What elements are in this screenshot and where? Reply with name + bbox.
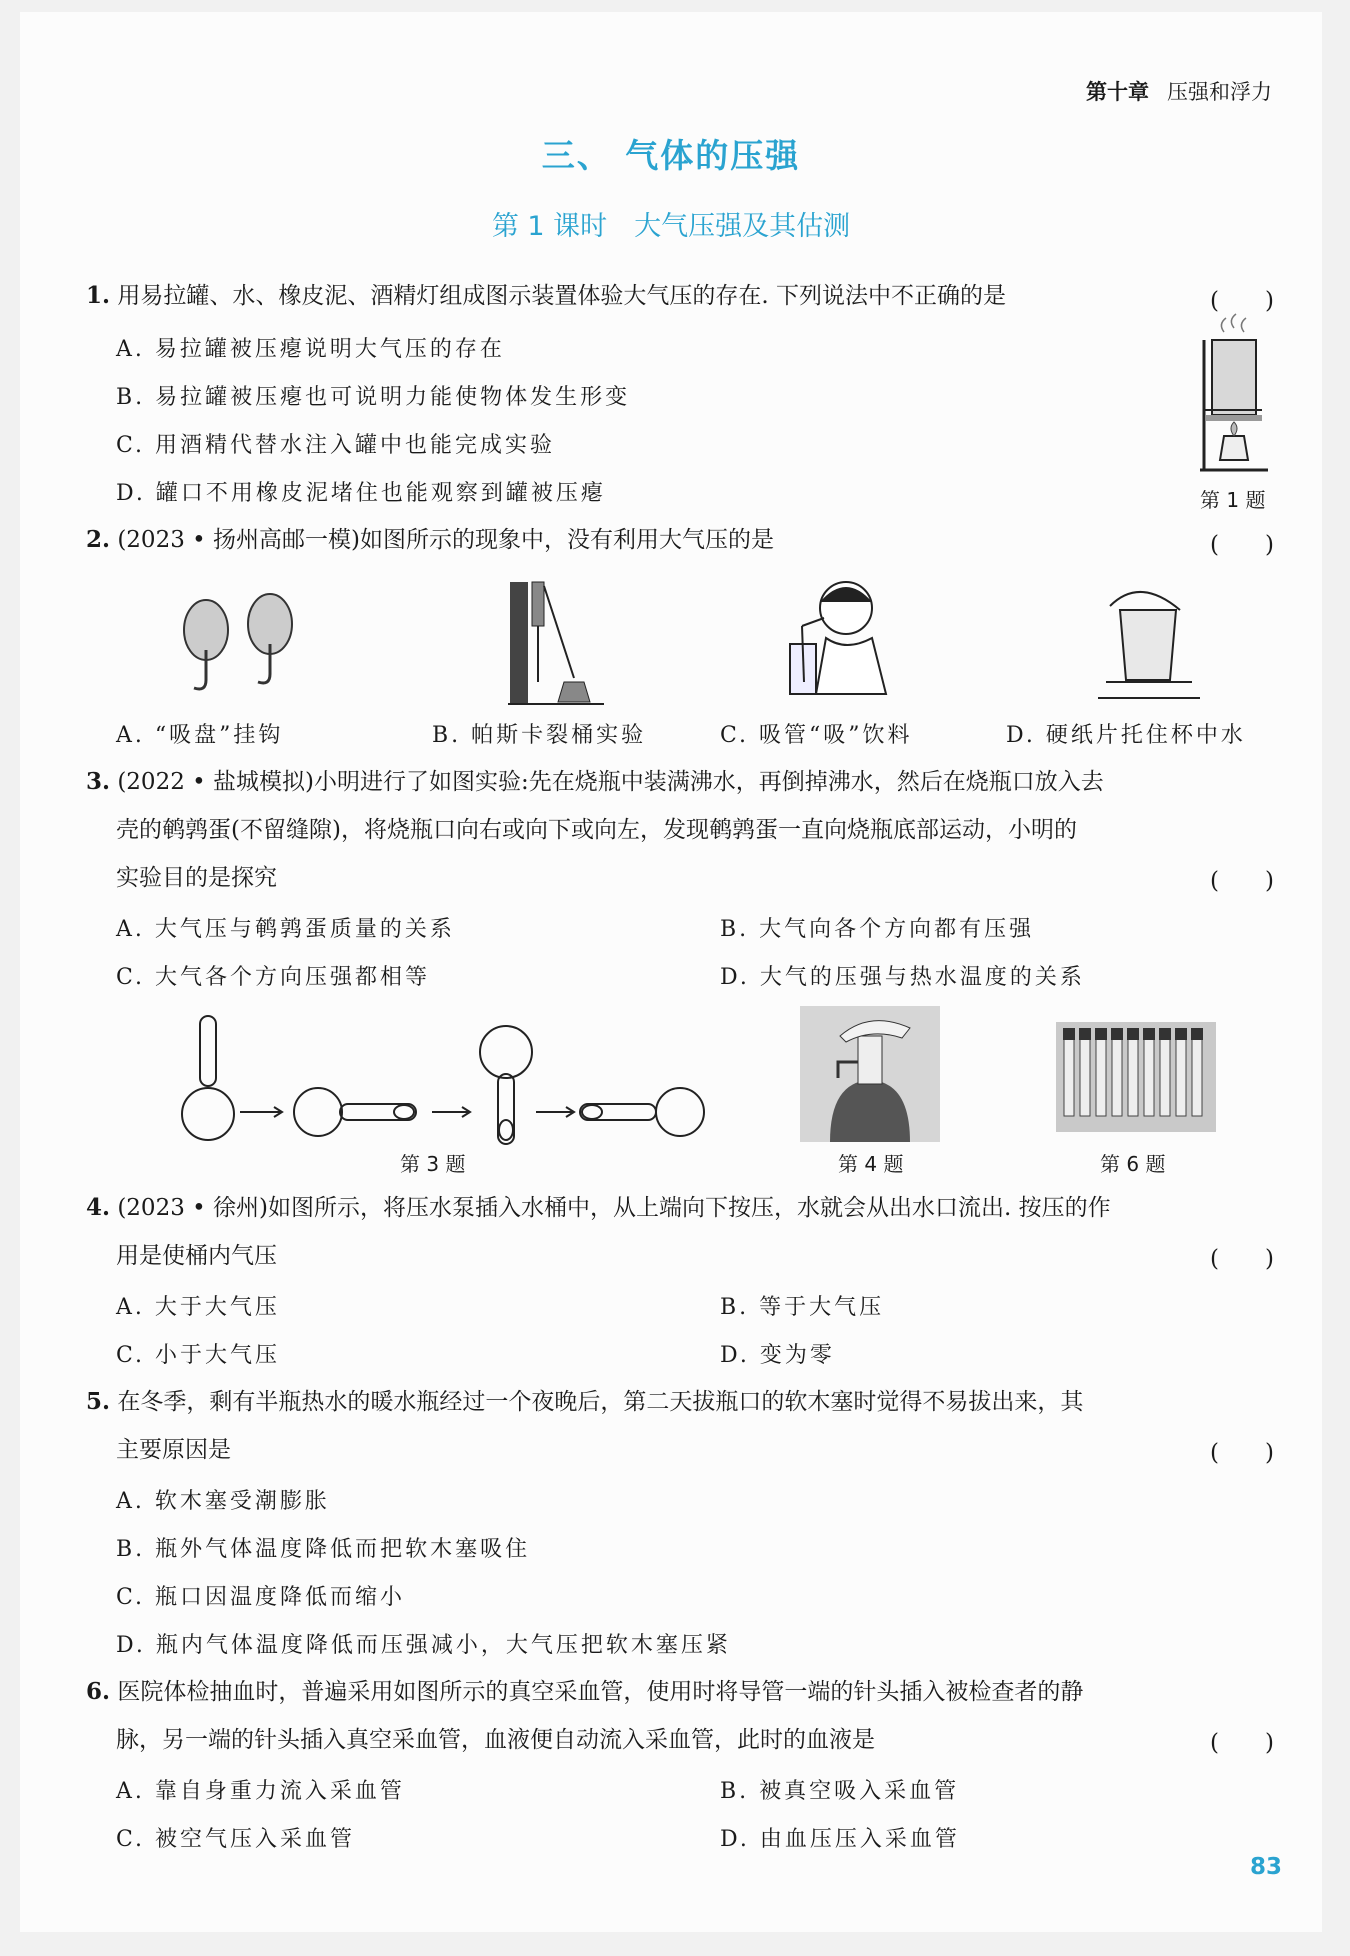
option-c: C. 大气各个方向压强都相等 xyxy=(116,965,431,990)
suction-hook-icon xyxy=(170,590,310,700)
question-text-line-2: 脉，另一端的针头插入真空采血管，血液便自动流入采血管，此时的血液是 xyxy=(116,1727,875,1753)
textbook-page xyxy=(20,12,1322,1932)
question-number: 1. xyxy=(86,282,111,309)
option-b: B. 帕斯卡裂桶实验 xyxy=(432,723,647,748)
option-d: D. 瓶内气体温度降低而压强减小，大气压把软木塞压紧 xyxy=(116,1633,731,1658)
question-text-line-1: (2023 • 徐州)如图所示，将压水泵插入水桶中，从上端向下按压，水就会从出水口流出. 按压的作 xyxy=(117,1195,1111,1221)
paper-holding-water-icon xyxy=(1096,586,1206,702)
question-text-line-1: 在冬季，剩有半瓶热水的暖水瓶经过一个夜晚后，第二天拔瓶口的软木塞时觉得不易拔出来，其 xyxy=(117,1389,1084,1415)
answer-bracket: ( ) xyxy=(1210,1246,1274,1272)
option-a: A. 易拉罐被压瘪说明大气压的存在 xyxy=(116,337,505,362)
figure-1-caption: 第 1 题 xyxy=(1200,488,1266,512)
pascal-barrel-icon xyxy=(508,578,618,708)
question-number: 2. xyxy=(86,526,111,553)
question-5 xyxy=(86,1386,1083,1418)
question-2 xyxy=(86,524,774,556)
answer-bracket: ( ) xyxy=(1210,1730,1274,1756)
question-text-line-2: 用是使桶内气压 xyxy=(116,1243,277,1269)
question-number: 5. xyxy=(86,1388,111,1415)
question-1 xyxy=(86,280,1006,312)
answer-bracket: ( ) xyxy=(1210,532,1274,558)
vacuum-blood-tubes-figure xyxy=(1056,1022,1216,1132)
water-pump-figure xyxy=(800,1006,940,1142)
answer-bracket: ( ) xyxy=(1210,868,1274,894)
question-text-line-3: 实验目的是探究 xyxy=(116,865,277,891)
question-text-line-2: 主要原因是 xyxy=(116,1437,231,1463)
option-a: A. 大气压与鹌鹑蛋质量的关系 xyxy=(116,917,455,942)
question-number: 6. xyxy=(86,1678,111,1705)
question-text: 用易拉罐、水、橡皮泥、酒精灯组成图示装置体验大气压的存在. 下列说法中不正确的是 xyxy=(117,283,1006,309)
option-d: D. 大气的压强与热水温度的关系 xyxy=(720,965,1085,990)
answer-bracket: ( ) xyxy=(1210,1440,1274,1466)
option-d: D. 硬纸片托住杯中水 xyxy=(1006,723,1246,748)
option-d: D. 由血压压入采血管 xyxy=(720,1827,960,1852)
option-c: C. 用酒精代替水注入罐中也能完成实验 xyxy=(116,433,556,458)
option-b: B. 等于大气压 xyxy=(720,1295,885,1320)
option-a: A. “吸盘”挂钩 xyxy=(116,723,284,748)
flask-egg-sequence-figure xyxy=(180,1012,720,1144)
section-title: 三、 气体的压强 xyxy=(541,136,801,175)
option-a: A. 大于大气压 xyxy=(116,1295,280,1320)
option-c: C. 吸管“吸”饮料 xyxy=(720,723,913,748)
option-b: B. 瓶外气体温度降低而把软木塞吸住 xyxy=(116,1537,531,1562)
figure-3-caption: 第 3 题 xyxy=(400,1152,466,1176)
question-text-line-1: (2022 • 盐城模拟)小明进行了如图实验:先在烧瓶中装满沸水，再倒掉沸水，然后在烧瓶口放入去 xyxy=(117,769,1104,795)
option-c: C. 被空气压入采血管 xyxy=(116,1827,356,1852)
option-b: B. 被真空吸入采血管 xyxy=(720,1779,960,1804)
question-text-line-2: 壳的鹌鹑蛋(不留缝隙)，将烧瓶口向右或向下或向左，发现鹌鹑蛋一直向烧瓶底部运动，小明的 xyxy=(116,817,1077,843)
chapter-number: 第十章 xyxy=(1086,80,1149,104)
option-b: B. 大气向各个方向都有压强 xyxy=(720,917,1035,942)
option-a: A. 靠自身重力流入采血管 xyxy=(116,1779,405,1804)
lesson-subtitle: 第 1 课时 大气压强及其估测 xyxy=(491,211,851,242)
question-3 xyxy=(86,766,1104,798)
answer-bracket: ( ) xyxy=(1210,288,1274,314)
option-d: D. 变为零 xyxy=(720,1343,835,1368)
question-6 xyxy=(86,1676,1083,1708)
question-number: 3. xyxy=(86,768,111,795)
option-b: B. 易拉罐被压瘪也可说明力能使物体发生形变 xyxy=(116,385,631,410)
figure-6-caption: 第 6 题 xyxy=(1100,1152,1166,1176)
can-heating-apparatus-figure xyxy=(1200,320,1290,472)
option-c: C. 瓶口因温度降低而缩小 xyxy=(116,1585,406,1610)
question-4 xyxy=(86,1192,1111,1224)
option-c: C. 小于大气压 xyxy=(116,1343,281,1368)
straw-drinking-icon xyxy=(776,572,896,702)
question-text-line-1: 医院体检抽血时，普遍采用如图所示的真空采血管，使用时将导管一端的针头插入被检查者的静 xyxy=(117,1679,1084,1705)
question-number: 4. xyxy=(86,1194,111,1221)
option-d: D. 罐口不用橡皮泥堵住也能观察到罐被压瘪 xyxy=(116,481,606,506)
question-text: (2023 • 扬州高邮一模)如图所示的现象中，没有利用大气压的是 xyxy=(117,527,774,553)
option-a: A. 软木塞受潮膨胀 xyxy=(116,1489,330,1514)
chapter-name: 压强和浮力 xyxy=(1167,80,1272,104)
figure-4-caption: 第 4 题 xyxy=(838,1152,904,1176)
chapter-header xyxy=(1086,76,1272,106)
page-number: 83 xyxy=(1249,1854,1282,1880)
